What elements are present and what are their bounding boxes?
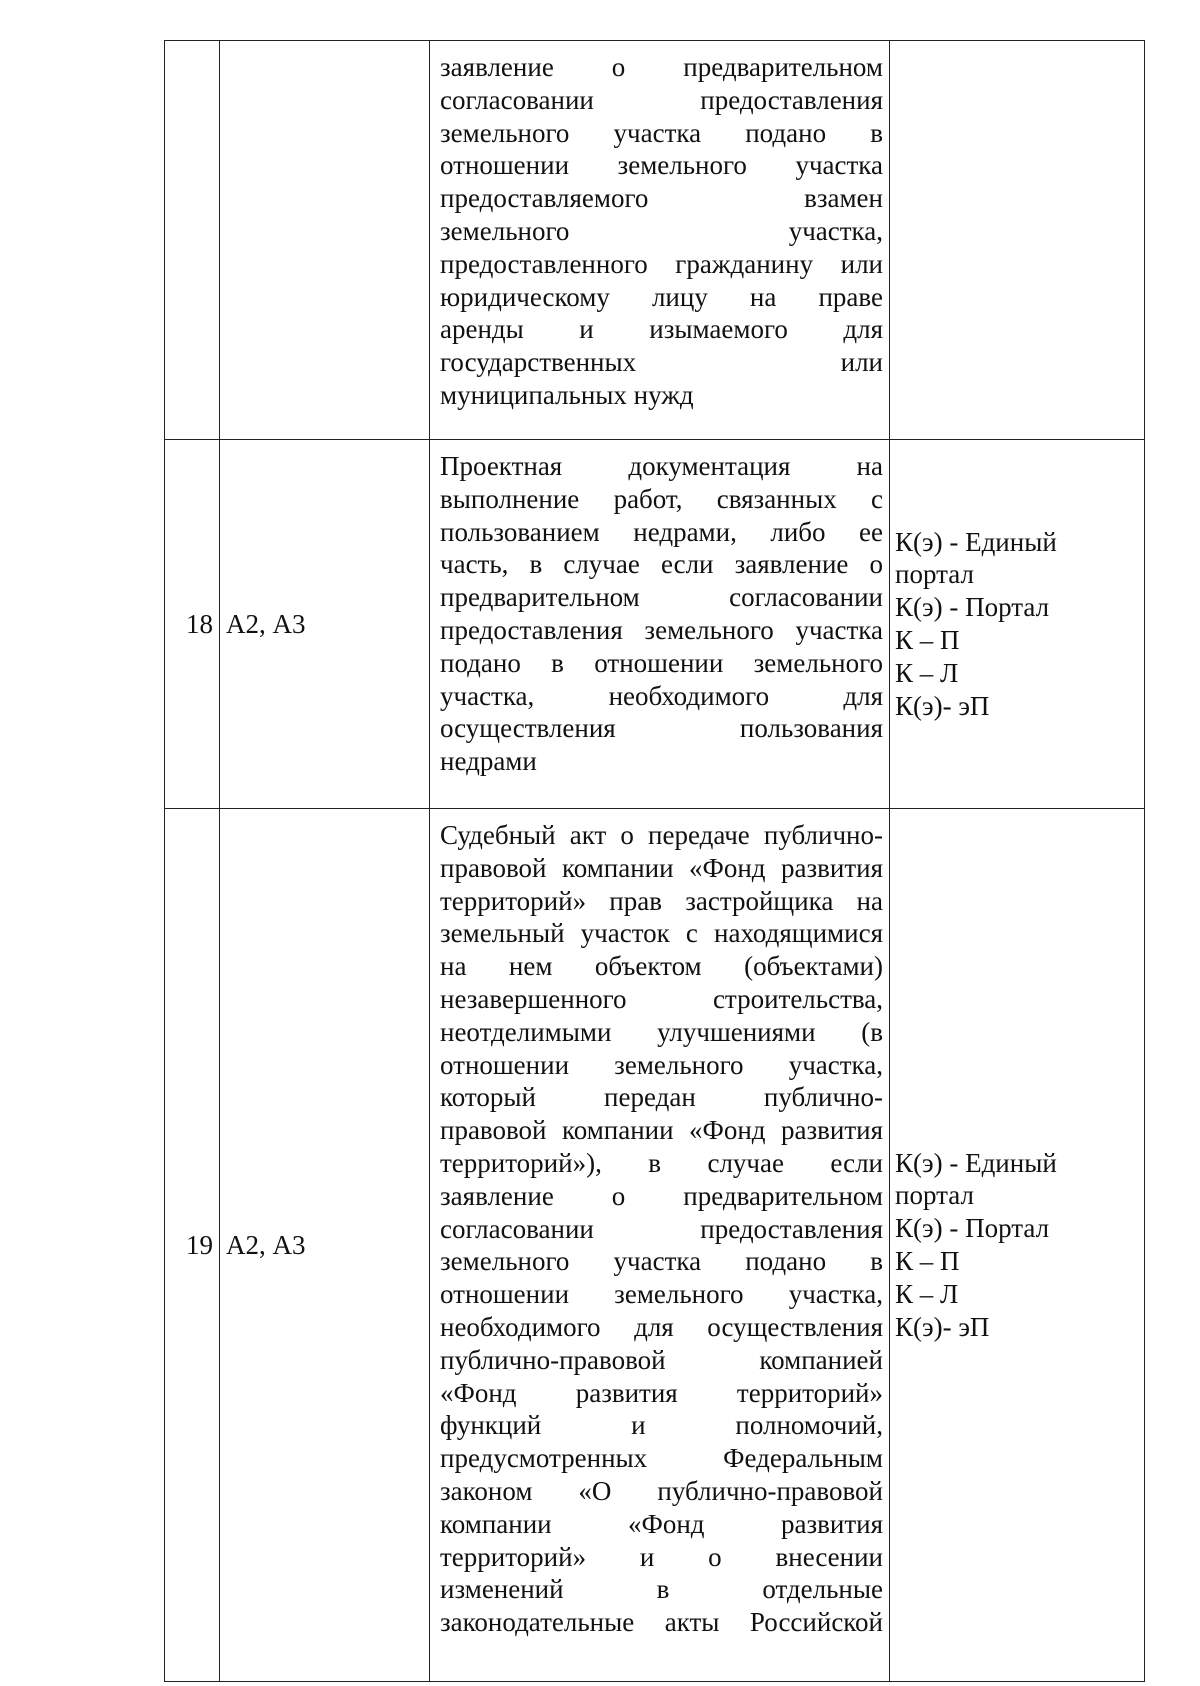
document-line: аренды и изымаемого для <box>440 314 883 345</box>
document-line: согласовании предоставления <box>440 1213 883 1244</box>
document-line: предоставленного гражданину или <box>440 248 883 279</box>
document-description-cell <box>430 41 890 440</box>
document-line: подано в отношении земельного <box>440 647 883 678</box>
document-line: публично-правовой компанией <box>440 1344 883 1375</box>
document-line: участка, необходимого для <box>440 680 883 711</box>
method-line: К(э) - Портал <box>895 1213 1050 1244</box>
document-line: осуществления пользования <box>440 713 883 744</box>
document-line: территорий» прав застройщика на <box>440 885 883 916</box>
document-line: отношении земельного участка <box>440 150 883 181</box>
document-line: правовой компании «Фонд развития <box>440 1115 883 1146</box>
document-line: территорий» и о внесении <box>440 1541 883 1572</box>
document-line: пользованием недрами, либо ее <box>440 516 883 547</box>
document-line: законодательные акты Российской <box>440 1607 883 1638</box>
document-line: необходимого для осуществления <box>440 1311 883 1342</box>
method-line: портал <box>895 1180 974 1211</box>
document-line: земельный участок с находящимися <box>440 918 883 949</box>
document-line: муниципальных нужд <box>440 379 694 410</box>
document-line: согласовании предоставления <box>440 84 883 115</box>
document-line: который передан публично- <box>440 1082 883 1113</box>
method-line: К – П <box>895 625 960 655</box>
document-line: изменений в отдельные <box>440 1574 883 1605</box>
document-line: предусмотренных Федеральным <box>440 1443 883 1474</box>
document-line: территорий»), в случае если <box>440 1147 883 1178</box>
method-line: К(э) - Единый <box>895 1147 1057 1178</box>
table-row <box>165 440 1145 809</box>
document-line: неотделимыми улучшениями (в <box>440 1016 883 1047</box>
submission-method-cell <box>890 41 1145 440</box>
method-line: К(э)- эП <box>895 690 990 721</box>
document-line: Судебный акт о передаче публично- <box>440 820 883 850</box>
document-line: предоставляемого взамен <box>440 183 883 214</box>
document-line: заявление о предварительном <box>440 52 883 82</box>
document-line: компании «Фонд развития <box>440 1508 883 1539</box>
table-row <box>165 809 1145 1682</box>
method-line: К(э) - Портал <box>895 592 1050 623</box>
document-description-cell <box>430 809 890 1682</box>
document-line: государственных или <box>440 347 883 378</box>
row-number-cell <box>165 41 220 440</box>
document-line: выполнение работ, связанных с <box>440 483 883 514</box>
row-number-cell: 19 <box>165 809 220 1682</box>
document-line: отношении земельного участка, <box>440 1049 883 1080</box>
method-line: К(э) - Единый <box>895 526 1057 557</box>
row-codes-cell <box>220 41 430 440</box>
table-row <box>165 41 1145 440</box>
documents-table <box>164 40 1145 1682</box>
document-line: юридическому лицу на праве <box>440 281 883 312</box>
document-line: функций и полномочий, <box>440 1410 883 1441</box>
method-line: К – Л <box>895 1278 959 1309</box>
document-description-cell <box>430 440 890 809</box>
document-line: заявление о предварительном <box>440 1180 883 1211</box>
document-line: «Фонд развития территорий» <box>440 1377 883 1408</box>
row-codes-cell: А2, А3 <box>220 809 430 1682</box>
method-line: К(э)- эП <box>895 1311 990 1342</box>
document-line: законом «О публично-правовой <box>440 1475 883 1506</box>
document-line: отношении земельного участка, <box>440 1279 883 1310</box>
method-line: портал <box>895 559 974 590</box>
submission-method-cell <box>890 440 1145 809</box>
document-line: незавершенного строительства, <box>440 983 883 1014</box>
row-codes-cell: А2, А3 <box>220 440 430 809</box>
document-line: недрами <box>440 746 537 777</box>
method-line: К – Л <box>895 657 959 688</box>
document-line: земельного участка подано в <box>440 1246 883 1277</box>
document-line: земельного участка, <box>440 215 883 246</box>
document-line: Проектная документация на <box>440 451 883 481</box>
document-line: на нем объектом (объектами) <box>440 951 883 982</box>
row-number-cell: 18 <box>165 440 220 809</box>
document-line: предварительном согласовании <box>440 582 883 613</box>
method-line: К – П <box>895 1246 960 1276</box>
document-line: правовой компании «Фонд развития <box>440 852 883 883</box>
submission-method-cell <box>890 809 1145 1682</box>
document-line: земельного участка подано в <box>440 117 883 148</box>
document-line: часть, в случае если заявление о <box>440 549 883 580</box>
document-line: предоставления земельного участка <box>440 614 883 645</box>
